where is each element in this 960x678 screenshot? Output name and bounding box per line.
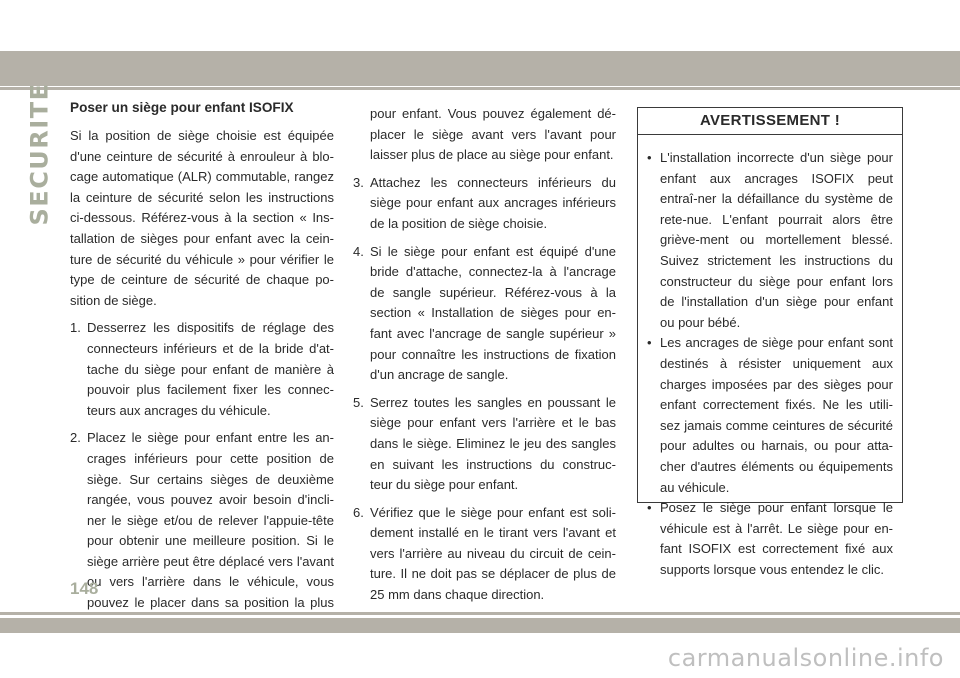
column-middle: [353, 104, 616, 613]
list-item-number: 2.: [70, 430, 81, 446]
warning-bullet-text: Posez le siège pour enfant lorsque le véhicule est à l'arrêt. Le siège pour en-fant ISOFIX est correctement fixé aux supports lorsque vous entendez le clic.: [660, 500, 893, 577]
list-item-text: Serrez toutes les sangles en poussant le siège pour enfant vers l'arrière et le bas dans le siège. Eliminez le jeu des sangles en suivant les instructions du construc-teur du siège pour enfant.: [370, 394, 616, 493]
list-item-text: Si le siège pour enfant est équipé d'une bride d'attache, connectez-la à l'ancrage de sangle supérieur. Référez-vous à la section « Installation de sièges pour en-fant avec l'ancrage de sangle supérieur » pour connaître les instructions de fixation d'un ancrage de sangle.: [370, 243, 616, 383]
list-item-text: Attachez les connecteurs inférieurs du siège pour enfant aux ancrages inférieurs de la position de siège choisie.: [370, 174, 616, 231]
list-item-number: 6.: [353, 504, 364, 520]
bullet-icon: •: [647, 335, 652, 351]
warning-box: [637, 107, 903, 577]
header-rule: [0, 87, 960, 90]
list-item-number: 5.: [353, 394, 364, 410]
footer-band: [0, 618, 960, 633]
bullet-icon: •: [647, 150, 652, 165]
warning-bullet-text: L'installation incorrecte d'un siège pour enfant aux ancrages ISOFIX peut entraî-ner la défaillance du système de rete-nue. L'enfant pourrait alors être griève-ment ou mortellement blessé. Suivez strictement les instructions du constructeur du siège pour enfant lors de l'installation d'un siège pour enfant ou pour bébé.: [660, 150, 893, 330]
warning-list: [638, 135, 902, 580]
warning-bullet: [647, 148, 893, 333]
bullet-icon: •: [647, 500, 652, 516]
list-item: [353, 242, 616, 386]
list-item: [70, 428, 334, 634]
list-item-number: 1.: [70, 320, 81, 336]
continuation-paragraph: pour enfant. Vous pouvez également dé-placer le siège avant vers l'avant pour laisser plus de place au siège pour enfant.: [370, 106, 616, 163]
page-number: 148: [70, 579, 99, 598]
watermark: carmanualsonline.info: [667, 644, 944, 672]
list-item-number: 3.: [353, 174, 364, 190]
list-item-text: Placez le siège pour enfant entre les an-crages inférieurs pour cette position de siège. Sur certains sièges de deuxième rangée, vous pouvez avoir besoin d'incli-ner le siège et/ou de relever l'appuie-tête pour obtenir une meilleure position. Si le siège arrière peut être déplacé vers l'avant ou vers l'arrière dans le véhicule, vous pouvez le placer dans sa position la plus: [87, 430, 334, 611]
list-item: [353, 503, 616, 606]
column-left: [70, 99, 334, 641]
warning-bullet-text: Les ancrages de siège pour enfant sont destinés à résister uniquement aux charges imposées par des sièges pour enfant correctement fixés. Ne les utili-sez jamais comme ceintures de sécurité pour adultes ou harnais, ou pour atta-cher d'autres éléments ou équipements au véhicule.: [660, 335, 893, 495]
list-item: [353, 173, 616, 235]
list-item-number: 4.: [353, 243, 364, 259]
warning-title: AVERTISSEMENT !: [638, 108, 902, 135]
section-side-tab: [24, 82, 54, 226]
warning-bullet: [647, 498, 893, 580]
warning-bullet: [647, 333, 893, 498]
intro-paragraph: Si la position de siège choisie est équipée d'une ceinture de sécurité à enrouleur à blo-cage automatique (ALR) commutable, rangez la ceinture de sécurité selon les instructions ci-dessous. Référez-vous à la section « Ins-tallation de sièges pour enfant avec la cein-ture de sécurité du véhicule » pour vérifier le type de ceinture de sécurité de chaque po-sition de siège.: [70, 128, 334, 308]
header-band: [0, 51, 960, 86]
list-item-text: Vérifiez que le siège pour enfant est soli-dement installé en le tirant vers l'avant et vers l'arrière au niveau du circuit de cein-ture. Il ne doit pas se déplacer de plus de 25 mm dans chaque direction.: [370, 504, 616, 603]
list-item-text: Desserrez les dispositifs de réglage des connecteurs inférieurs et de la bride d'at-tache du siège pour enfant de manière à pouvoir plus facilement fixer les connec-teurs aux ancrages du véhicule.: [87, 320, 334, 418]
list-item: [353, 393, 616, 496]
list-item: [70, 318, 334, 421]
section-heading: Poser un siège pour enfant ISOFIX: [70, 100, 294, 115]
footer-rule: [0, 612, 960, 615]
section-side-tab-label: SECURITE: [25, 82, 53, 226]
